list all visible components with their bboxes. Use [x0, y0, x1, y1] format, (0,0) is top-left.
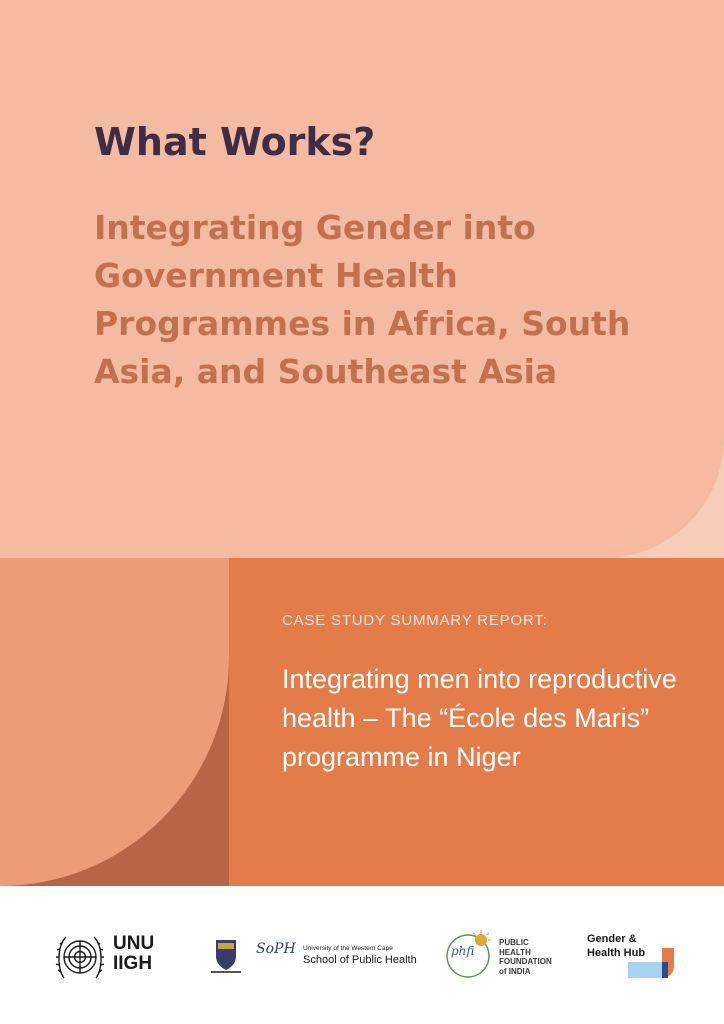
un-emblem-icon	[55, 932, 105, 982]
gender-health-hub-mark-icon	[628, 948, 674, 978]
unu-logo-line2: IIGH	[113, 953, 153, 974]
phfi-mark-label: phfi	[451, 944, 475, 958]
soph-mark-text: SoPH	[256, 941, 296, 957]
school-of-public-health-name: School of Public Health	[303, 954, 417, 966]
decorative-curved-shape	[0, 558, 229, 886]
unu-iigh-logo	[113, 934, 154, 974]
phfi-line4: of INDIA	[499, 966, 531, 976]
phfi-logo	[499, 938, 552, 976]
page-title: What Works?	[94, 120, 376, 164]
report-subtitle: Integrating Gender into Government Health Programmes in Africa, South Asia, and Southeast Asia	[94, 208, 631, 391]
uwc-crest-icon	[206, 936, 246, 976]
ghh-line1: Gender &	[587, 933, 637, 945]
uwc-name: University of the Western Cape	[303, 945, 393, 952]
phfi-mark-text	[451, 944, 474, 958]
case-study-title: Integrating men into reproductive health – The “École des Maris” programme in Niger	[282, 664, 677, 772]
case-study-label: CASE STUDY SUMMARY REPORT:	[282, 612, 548, 629]
decorative-left-block	[0, 558, 229, 886]
uwc-school-of-public-health-logo	[303, 944, 417, 967]
phfi-line1: PUBLIC	[499, 938, 529, 947]
unu-logo-line1: UNU	[113, 933, 155, 954]
phfi-line3: FOUNDATION	[499, 957, 552, 966]
soph-mark-icon	[256, 940, 294, 966]
ghh-line2: Health Hub	[587, 947, 646, 959]
phfi-line2: HEALTH	[499, 947, 531, 957]
